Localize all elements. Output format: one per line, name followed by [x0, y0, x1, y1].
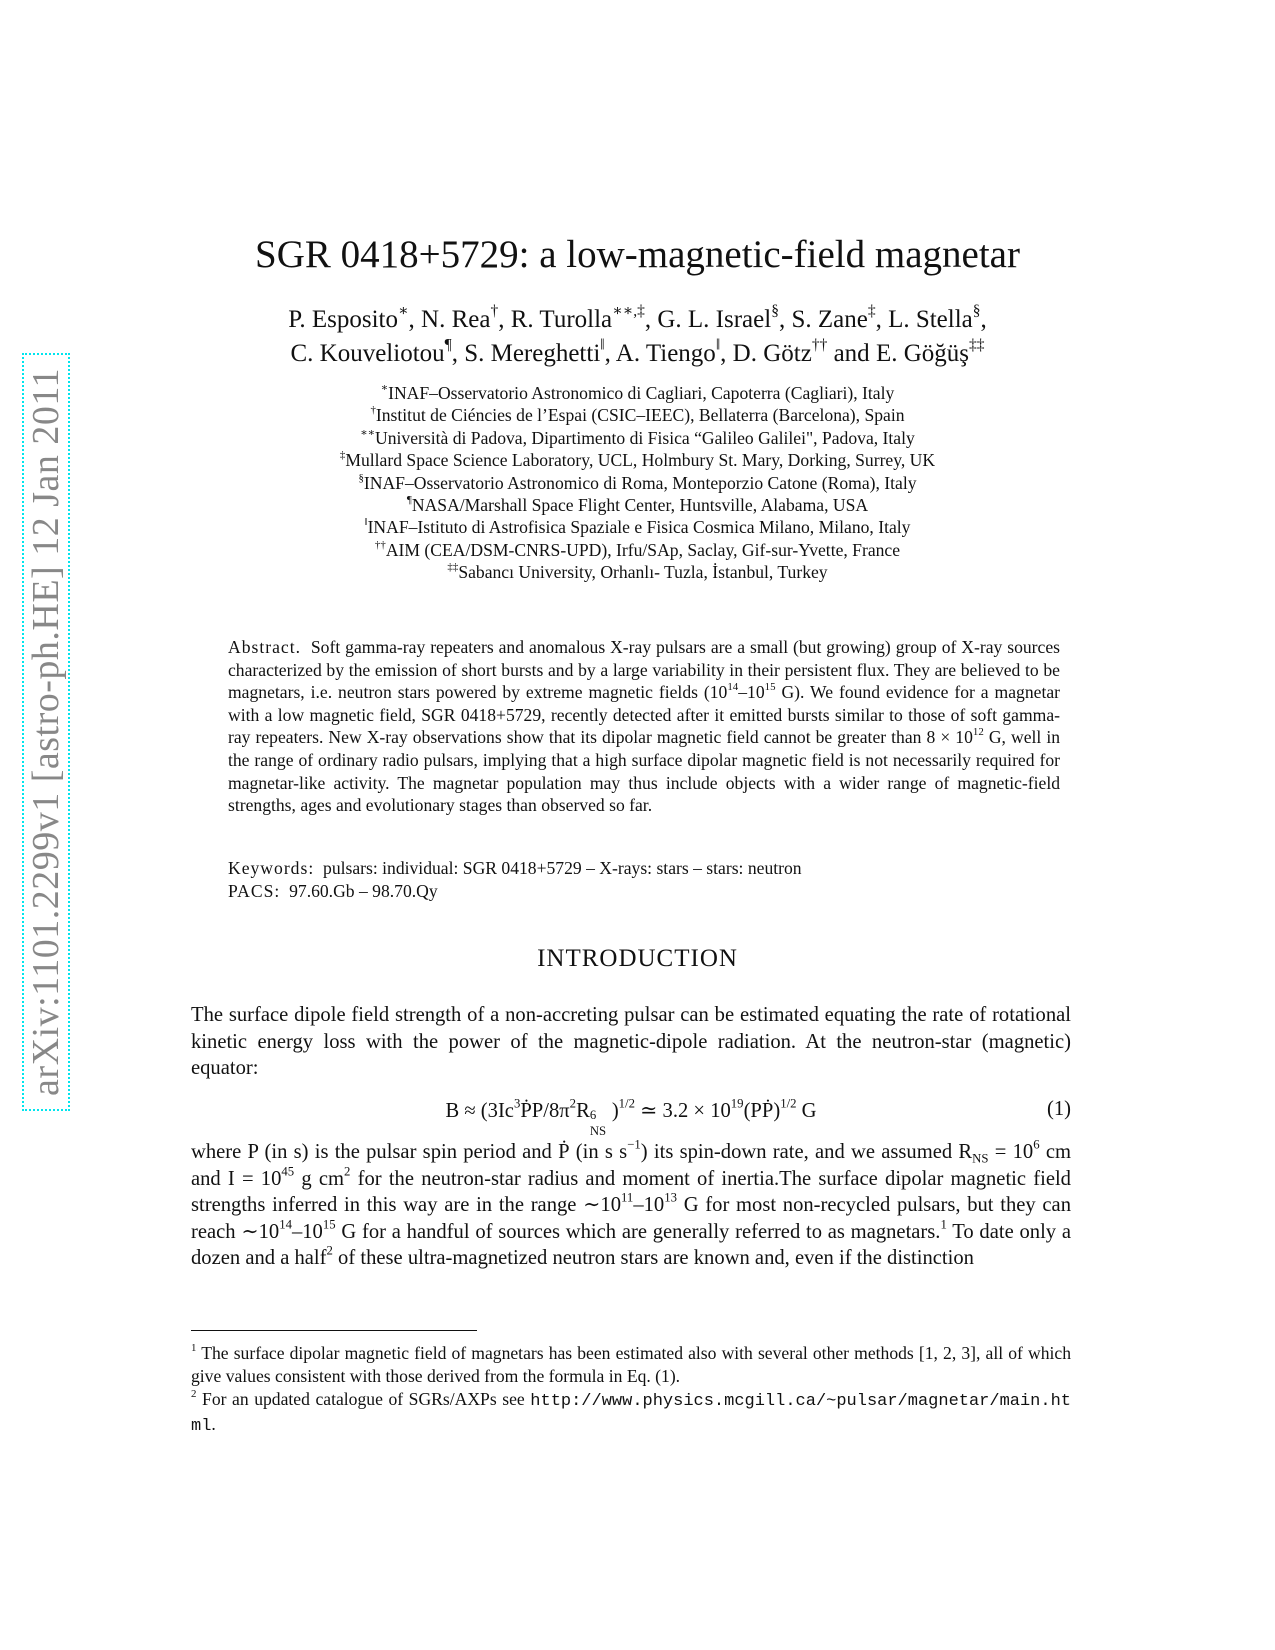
keywords-block — [228, 857, 802, 902]
paper-title: SGR 0418+5729: a low-magnetic-field magnetar — [255, 233, 1020, 276]
affiliation: ¶NASA/Marshall Space Flight Center, Huntsville, Alabama, USA — [406, 493, 869, 516]
abstract-label: Abstract. — [228, 637, 302, 657]
author: R. Turolla∗∗,‡, — [510, 302, 658, 333]
author: N. Rea†, — [421, 302, 511, 333]
pacs: PACS: 97.60.Gb – 98.70.Qy — [228, 880, 438, 901]
affiliation: ‡‡Sabancı University, Orhanlı- Tuzla, İstanbul, Turkey — [447, 561, 828, 583]
author: S. Zane‡, — [791, 302, 889, 333]
arxiv-identifier: arXiv:1101.2299v1 [astro-ph.HE] 12 Jan 2011 — [25, 368, 67, 1096]
footnote-1: $^1$ The surface dipolar magnetic field of magnetars has been estimated also with several other methods [1, 2, 3], all of which give values consistent with those derived from the formula in Eq. (1). — [191, 1341, 1071, 1386]
author: A. Tiengo‖, — [615, 336, 733, 367]
footnote-rule — [191, 1330, 477, 1331]
body-paragraph-1: The surface dipole field strength of a non-accreting pulsar can be estimated equating the rate of rotational kinetic energy loss with the power of the magnetic-dipole radiation. At the neutron-star (magnetic) equator: — [191, 1004, 1071, 1080]
author: P. Esposito∗, — [288, 302, 422, 333]
affiliation: §INAF–Osservatorio Astronomico di Roma, Monteporzio Catone (Roma), Italy — [358, 471, 917, 493]
catalogue-link[interactable]: http://www.physics.mcgill.ca/~pulsar/magnetar/main.html — [191, 1392, 1071, 1436]
section-heading: INTRODUCTION — [537, 945, 738, 972]
affiliation: ‖INAF–Istituto di Astrofisica Spaziale e Fisica Cosmica Milano, Milano, Italy — [364, 516, 911, 538]
footnotes — [191, 1342, 1071, 1438]
affiliation: ††AIM (CEA/DSM-CNRS-UPD), Irfu/SAp, Saclay, Gif-sur-Yvette, France — [374, 538, 901, 560]
body-paragraph-2: where P (in s) is the pulsar spin period and Ṗ (in s $s^{-1}$) its spin-down rate, and we assumed $R_{NS} = 10^6$ cm and $I = 10^{45}$ g $cm^2$ for the neutron-star radius and moment of inertia.The surface dipolar magnetic field strengths inferred in this way are in the range $\sim 10^{11}-10^{13}$ G for most non-recycled pulsars, but they can reach $\sim 10^{14}-10^{15}$ G for a handful of sources which are generally referred to as magnetars.$^1$ To date only a dozen and a half$^2$ of these ultra-magnetized neutron stars are known and, even if the distinction — [191, 1137, 1071, 1270]
footnote-ref-1[interactable]: 1 — [940, 1217, 947, 1232]
author: L. Stella§, — [888, 302, 987, 333]
affiliation: ∗INAF–Osservatorio Astronomico di Cagliari, Capoterra (Cagliari), Italy — [380, 381, 895, 403]
author-line-1 — [0, 302, 1275, 334]
author-line-2 — [0, 336, 1275, 368]
keywords: Keywords: pulsars: individual: SGR 0418+5729 – X-rays: stars – stars: neutron — [228, 858, 802, 878]
affiliations — [0, 382, 1275, 584]
affiliation: ∗∗Università di Padova, Dipartimento di Fisica “Galileo Galilei", Padova, Italy — [360, 426, 915, 448]
affiliation: †Institut de Ciéncies de l’Espai (CSIC–IEEC), Bellaterra (Barcelona), Spain — [370, 404, 905, 426]
footnote-2: $^2$ For an updated catalogue of SGRs/AXPs see http://www.physics.mcgill.ca/~pulsar/magnetar/main.html. — [191, 1387, 1071, 1436]
footnote-ref-2[interactable]: 2 — [326, 1243, 333, 1258]
author: C. Kouveliotou¶, — [290, 336, 465, 367]
equation-body: $B \approx (3Ic^3ṖP/8\pi^2R$ 6 NS )$^{1/2}$ ≃ $3.2 \times 10^{19}(PṖ)^{1/2}$ G — [445, 1096, 817, 1138]
abstract: Abstract. Soft gamma-ray repeaters and anomalous X-ray pulsars are a small (but growing) group of X-ray sources characterized by the emission of short bursts and by a large variability in their persistent flux. They are believed to be magnetars, i.e. neutron stars powered by extreme magnetic fields ($10^{14}-10^{15}$ G). We found evidence for a magnetar with a low magnetic field, SGR 0418+5729, recently detected after it emitted bursts similar to those of soft gamma-ray repeaters. New X-ray observations show that its dipolar magnetic field cannot be greater than $8 \times 10^{12}$ G, well in the range of ordinary radio pulsars, implying that a high surface dipolar magnetic field is not necessarily required for magnetar-like activity. The magnetar population may thus include objects with a wider range of magnetic-field strengths, ages and evolutionary stages than observed so far. — [228, 637, 1061, 816]
author: D. Götz†† and — [732, 336, 876, 367]
author: E. Göğüş‡‡ — [875, 336, 985, 367]
equation-1 — [191, 1096, 1071, 1138]
equation-number: (1) — [1046, 1098, 1071, 1120]
author: G. L. Israel§, — [657, 302, 792, 333]
affiliation: ‡Mullard Space Science Laboratory, UCL, Holmbury St. Mary, Dorking, Surrey, UK — [339, 449, 936, 471]
author: S. Mereghetti‖, — [464, 336, 616, 367]
